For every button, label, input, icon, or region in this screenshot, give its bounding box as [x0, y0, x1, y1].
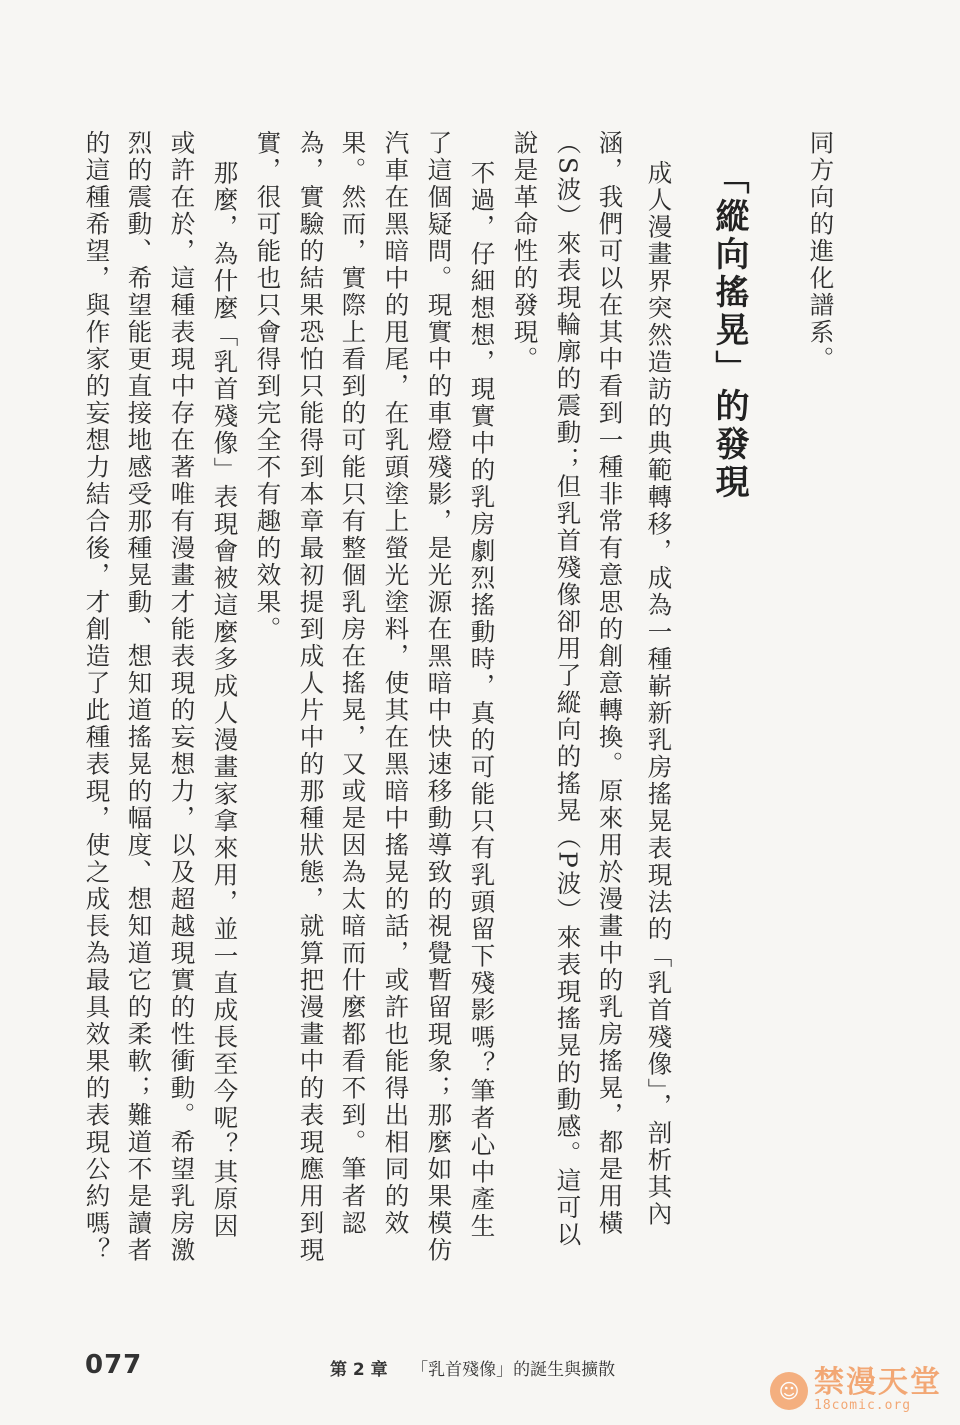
text-column: 汽車在黑暗中的甩尾，在乳頭塗上螢光塗料，使其在黑暗中搖晃的話，或許也能得出相同的效 [381, 130, 411, 1237]
text-column: 說是革命性的發現。 [510, 130, 540, 373]
text-column: 為，實驗的結果恐怕只能得到本章最初提到成人片中的那種狀態，就算把漫畫中的表現應用到現 [296, 130, 326, 1264]
text-column: 那麼，為什麼「乳首殘像」表現會被這麼多成人漫畫家拿來用，並一直成長至今呢？其原因 [210, 160, 240, 1240]
watermark-url: 18comic.org [814, 1398, 912, 1413]
text-column: 同方向的進化譜系。 [806, 130, 836, 373]
text-column: 的這種希望，與作家的妄想力結合後，才創造了此種表現，使之成長為最具效果的表現公約嗎？ [82, 130, 112, 1264]
watermark-name: 禁漫天堂 [814, 1365, 942, 1400]
text-column: 或許在於，這種表現中存在著唯有漫畫才能表現的妄想力，以及超越現實的性衝動。希望乳房激 [167, 130, 197, 1264]
watermark [770, 1365, 942, 1413]
chapter-title: 「乳首殘像」的誕生與擴散 [411, 1360, 616, 1380]
text-column: 實，很可能也只會得到完全不有趣的效果。 [253, 130, 283, 643]
text-column: 烈的震動、希望能更直接地感受那種晃動、想知道搖晃的幅度、想知道它的柔軟；難道不是讀者 [124, 130, 154, 1264]
text-column: 成人漫畫界突然造訪的典範轉移，成為一種嶄新乳房搖晃表現法的「乳首殘像」，剖析其內 [644, 160, 674, 1228]
section-heading: 「縱向搖晃」的發現 [709, 160, 749, 502]
text-column: 涵，我們可以在其中看到一種非常有意思的創意轉換。原來用於漫畫中的乳房搖晃，都是用橫 [595, 130, 625, 1237]
running-head [330, 1355, 615, 1380]
mascot-logo-icon: ☺ [770, 1372, 808, 1410]
chapter-number: 第 2 章 [330, 1360, 388, 1380]
text-column: 果。然而，實際上看到的可能只有整個乳房在搖晃，又或是因為太暗而什麼都看不到。筆者認 [338, 130, 368, 1237]
text-column: 了這個疑問。現實中的車燈殘影，是光源在黑暗中快速移動導致的視覺暫留現象；那麼如果模仿 [424, 130, 454, 1264]
page-number: 077 [85, 1350, 143, 1380]
text-column: （S波）來表現輪廓的震動；但乳首殘像卻用了縱向的搖晃（P波）來表現搖晃的動感。這可以 [553, 130, 583, 1249]
text-column: 不過，仔細想想，現實中的乳房劇烈搖動時，真的可能只有乳頭留下殘影嗎？筆者心中產生 [467, 160, 497, 1240]
